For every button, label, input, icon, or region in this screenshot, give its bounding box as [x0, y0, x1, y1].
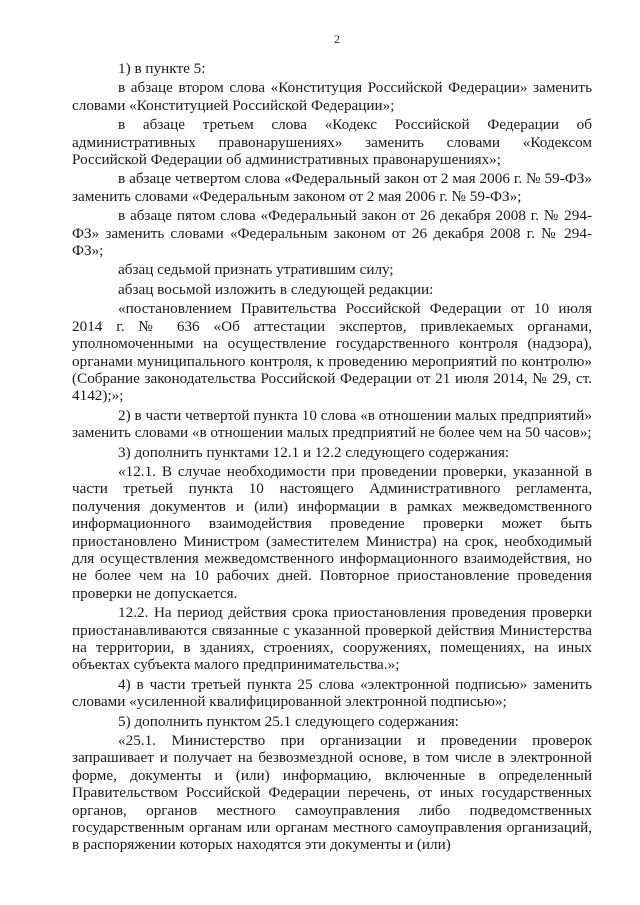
paragraph-law-59: в абзаце четвертом слова «Федеральный закон от 2 мая 2006 г. № 59-ФЗ» заменить словами «Федеральным законом от 2 мая 2006 г. № 59-ФЗ»;	[72, 170, 592, 205]
paragraph-item-5-heading: 1) в пункте 5:	[118, 60, 206, 77]
paragraph-eighth-edit: абзац восьмой изложить в следующей редакции:	[118, 280, 434, 298]
paragraph-constitution: в абзаце втором слова «Конституция Российской Федерации» заменить словами «Конституцией Российской Федерации»;	[72, 79, 592, 114]
paragraph-25-1: «25.1. Министерство при организации и проведении проверок запрашивает и получает на безвозмездной основе, в том числе в электронной форме, документы и (или) информацию, включенные в определенный Правительством Российской Федерации перечень, от иных государственных органов, органов местного самоуправления либо подведомственных государственным органам или органам местного самоуправления организаций, в распоряжении которых находятся эти документы и (или)	[72, 732, 592, 854]
page-number: 2	[334, 32, 340, 46]
paragraph-item-25: 4) в части третьей пункта 25 слова «электронной подписью» заменить словами «усиленной квалифицированной электронной подписью»;	[72, 675, 592, 711]
paragraph-12-2: 12.2. На период действия срока приостановления проведения проверки приостанавливаются связанные с указанной проверкой действия Министерства на территории, в зданиях, строениях, сооружениях, помещениях, на иных объектах субъекта малого предпринимательства.»;	[72, 604, 592, 674]
paragraph-seventh-void: абзац седьмой признать утратившим силу;	[118, 261, 394, 279]
document-body	[72, 60, 592, 854]
paragraph-decree-636: «постановлением Правительства Российской Федерации от 10 июля 2014 г. № 636 «Об аттестации экспертов, привлекаемых органами, уполномоченными на осуществление государственного контроля (надзора), органами муниципального контроля, к проведению мероприятий по контролю» (Собрание законодательства Российской Федерации от 21 июля 2014, № 29, ст. 4142);»;	[72, 300, 592, 405]
paragraph-item-10: 2) в части четвертой пункта 10 слова «в отношении малых предприятий» заменить словами «в отношении малых предприятий не более чем на 50 часов»;	[72, 406, 592, 442]
paragraph-12-1: «12.1. В случае необходимости при проведении проверки, указанной в части третьей пункта 10 настоящего Административного регламента, получения документов и (или) информации в рамках межведомственного информационного взаимодействия проведение проверки может быть приостановлено Министром (заместителем Министра) на срок, необходимый для осуществления межведомственного информационного взаимодействия, но не более чем на 10 рабочих дней. Повторное приостановление проведения проверки не допускается.	[72, 462, 592, 602]
paragraph-law-294: в абзаце пятом слова «Федеральный закон от 26 декабря 2008 г. № 294-ФЗ» заменить словами «Федеральным законом от 26 декабря 2008 г. № 294-ФЗ»;	[72, 207, 592, 260]
paragraph-koap: в абзаце третьем слова «Кодекс Российской Федерации об административных правонарушениях» заменить словами «Кодексом Российской Федерации об административных правонарушениях»;	[72, 116, 592, 169]
paragraph-add-25-1: 5) дополнить пунктом 25.1 следующего содержания:	[118, 712, 459, 730]
paragraph-add-12: 3) дополнить пунктами 12.1 и 12.2 следующего содержания:	[118, 443, 510, 461]
